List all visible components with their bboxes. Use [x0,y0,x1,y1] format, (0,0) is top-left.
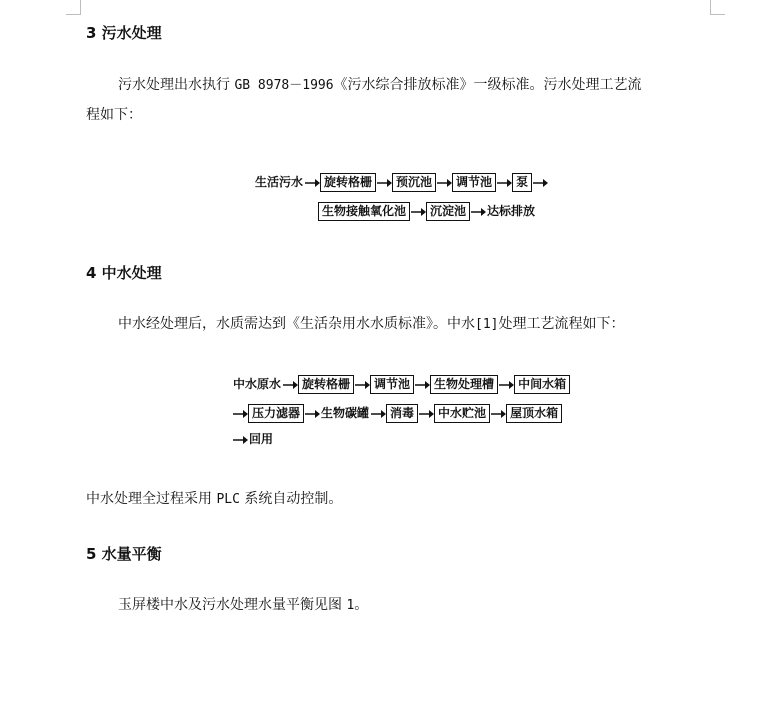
arrow-right-icon [414,380,430,390]
arrow-right-icon [496,178,512,188]
flow-box: 泵 [512,173,532,192]
arrow-right-icon [232,435,248,445]
arrow-right-icon [470,207,486,217]
section-5-text: 玉屏楼中水及污水处理水量平衡见图 [118,597,347,613]
plc-text: 中水处理全过程采用 [86,491,217,507]
flow-label: 生物碳罐 [321,406,370,420]
flow-box: 生物接触氧化池 [318,202,410,221]
arrow-right-icon [370,409,386,419]
arrow-right-icon [304,178,320,188]
flow-box: 消毒 [386,404,418,423]
flow-row [254,173,548,192]
arrow-right-icon [232,409,248,419]
flow-box: 沉淀池 [426,202,470,221]
figure-number: 1 [346,598,355,613]
arrow-right-icon [282,380,298,390]
plc-control-sentence [86,484,342,515]
section-4-text: 中水经处理后，水质需达到《生活杂用水水质标准》。中水 [118,316,475,332]
arrow-right-icon [490,409,506,419]
plc-code: PLC [216,492,240,507]
flow-box: 屋顶水箱 [506,404,562,423]
section-3-text-cont: 《污水综合排放标准》一级标准。污水处理工艺流 [333,77,642,93]
section-4-paragraph [118,309,718,340]
flow-end-label: 达标排放 [487,204,536,218]
section-3-paragraph-line1 [118,70,718,101]
flow-box: 压力滤器 [248,404,304,423]
section-5-paragraph [118,590,368,621]
section-heading-5: 5 水量平衡 [86,545,162,563]
page-corner-mark-right [710,0,725,15]
arrow-right-icon [436,178,452,188]
arrow-right-icon [498,380,514,390]
arrow-right-icon [418,409,434,419]
section-5-text-cont: 。 [354,597,369,613]
arrow-right-icon [532,178,548,188]
flow-box: 中水贮池 [434,404,490,423]
arrow-right-icon [354,380,370,390]
arrow-right-icon [410,207,426,217]
flow-start-label: 生活污水 [255,175,304,189]
flow-box: 调节池 [370,375,414,394]
flow-row [318,202,536,221]
flow-box: 旋转格栅 [320,173,376,192]
flow-box: 生物处理槽 [430,375,498,394]
flow-row [232,404,562,423]
arrow-right-icon [304,409,320,419]
section-4-text-cont: 处理工艺流程如下： [498,316,625,332]
reference-mark: [1] [475,317,499,332]
flow-row [232,432,274,447]
section-heading-3: 3 污水处理 [86,24,162,42]
flow-box: 中间水箱 [514,375,570,394]
flow-end-label: 回用 [249,432,274,446]
standard-code: GB 8978－1996 [234,78,334,93]
flow-box: 调节池 [452,173,496,192]
flow-row [232,375,570,394]
flow-start-label: 中水原水 [233,377,282,391]
plc-text-cont: 系统自动控制。 [239,491,343,507]
arrow-right-icon [376,178,392,188]
page-corner-mark-left [66,0,81,15]
section-3-text: 污水处理出水执行 [118,77,235,93]
flow-box: 旋转格栅 [298,375,354,394]
section-3-paragraph-line2: 程如下： [86,107,142,123]
section-heading-4: 4 中水处理 [86,264,162,282]
flow-box: 预沉池 [392,173,436,192]
